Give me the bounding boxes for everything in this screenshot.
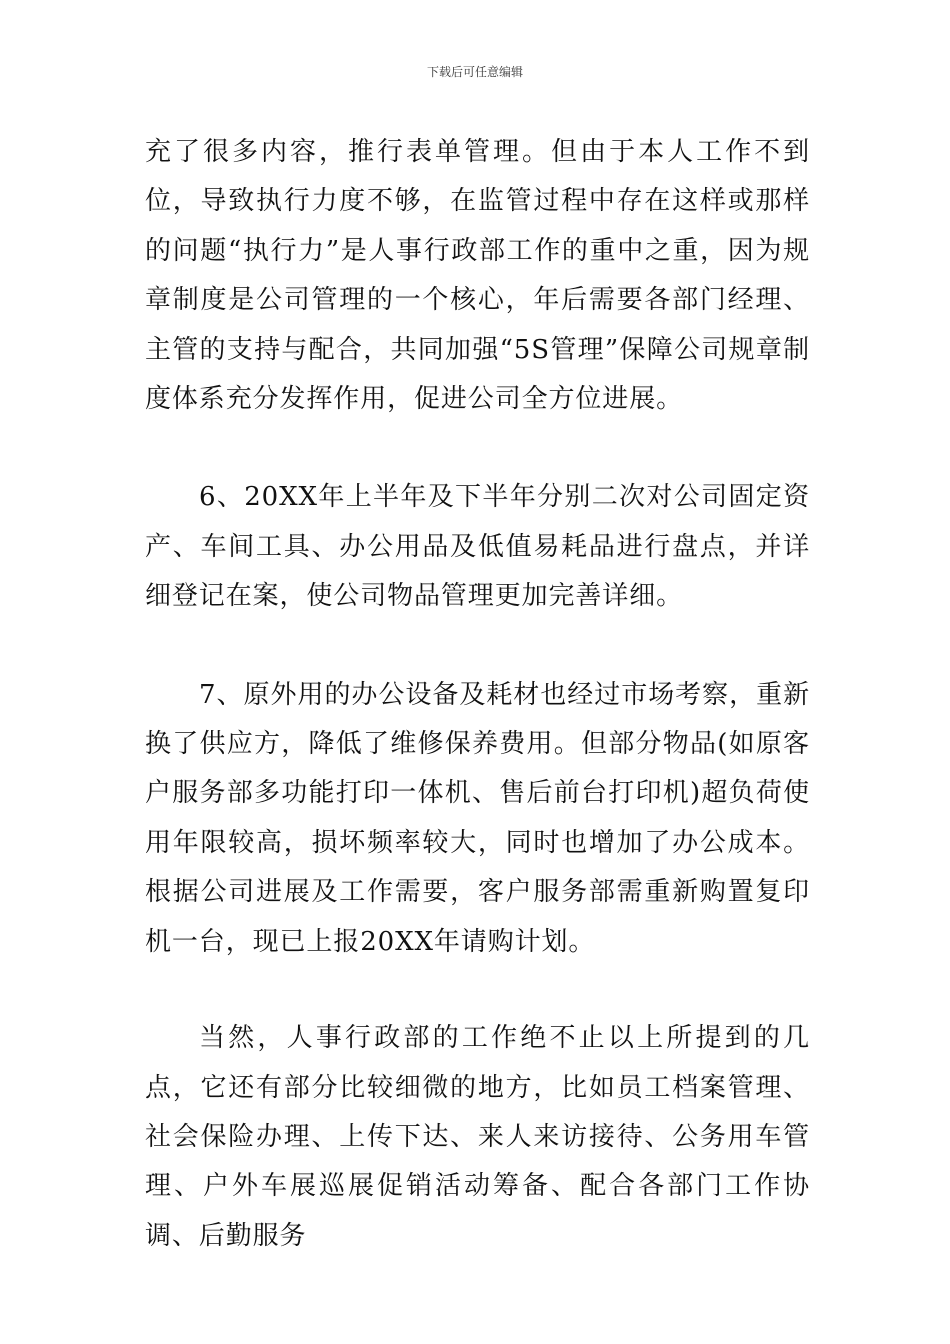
paragraph-spacer xyxy=(145,622,810,671)
document-body xyxy=(145,128,810,1261)
paragraph-continuation: 充了很多内容，推行表单管理。但由于本人工作不到位，导致执行力度不够，在监管过程中存在这样或那样的问题“执行力”是人事行政部工作的重中之重，因为规章制度是公司管理的一个核心，年后需要各部门经理、主管的支持与配合，共同加强“5S管理”保障公司规章制度体系充分发挥作用，促进公司全方位进展。 xyxy=(145,137,810,415)
paragraph-item-6: 6、20XX年上半年及下半年分别二次对公司固定资产、车间工具、办公用品及低值易耗品进行盘点，并详细登记在案，使公司物品管理更加完善详细。 xyxy=(145,482,810,612)
paragraph-spacer xyxy=(145,967,810,1014)
paragraph-spacer xyxy=(145,424,810,473)
paragraph-summary: 当然，人事行政部的工作绝不止以上所提到的几点，它还有部分比较细微的地方，比如员工档案管理、社会保险办理、上传下达、来人来访接待、公务用车管理、户外车展巡展促销活动筹备、配合各部门工作协调、后勤服务 xyxy=(145,1023,810,1251)
paragraph-item-7: 7、原外用的办公设备及耗材也经过市场考察，重新换了供应方，降低了维修保养费用。但部分物品(如原客户服务部多功能打印一体机、售后前台打印机)超负荷使用年限较高，损坏频率较大，同时也增加了办公成本。根据公司进展及工作需要，客户服务部需重新购置复印机一台，现已上报20XX年请购计划。 xyxy=(145,679,810,957)
page-header: 下载后可任意编辑 xyxy=(426,65,523,79)
